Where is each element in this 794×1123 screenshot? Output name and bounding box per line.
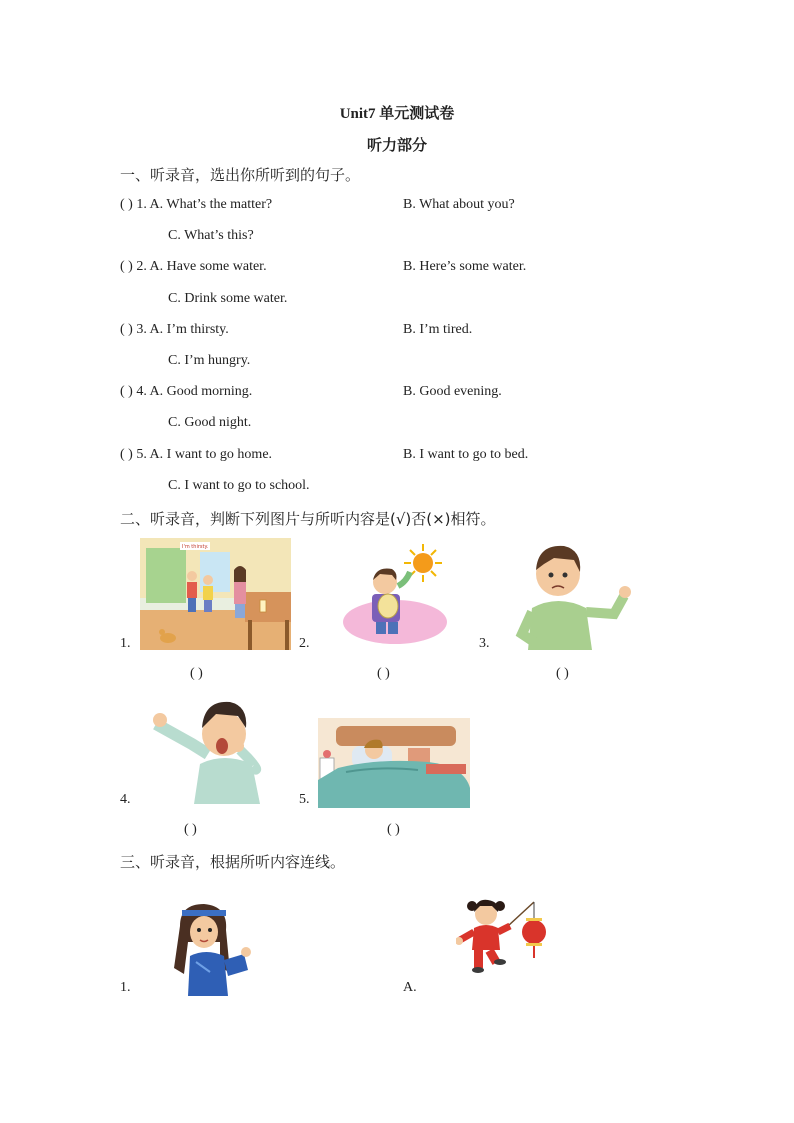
match-right-a-number: A. [403,980,417,995]
picture-3-number: 3. [479,636,490,651]
thirsty-scene-picture [140,538,291,650]
picture-1-number: 1. [120,636,131,651]
section-2-heading: 二、听录音，判断下列图片与所听内容是(√)否(×)相符。 [120,510,496,528]
hot-boy-picture [340,542,450,646]
picture-1-answer-paren: ( ) [190,666,203,681]
question-4-option-c: C. Good night. [168,415,252,430]
picture-2-answer-paren: ( ) [377,666,390,681]
match-left-1-number: 1. [120,980,131,995]
yawning-man-picture [152,694,276,804]
question-3-option-a: ( ) 3. A. I’m thirsty. [120,322,229,337]
girl-in-blue-picture [170,902,254,996]
page-title: Unit7 单元测试卷 [339,106,455,122]
question-1-option-a: ( ) 1. A. What’s the matter? [120,197,273,212]
question-1-option-b: B. What about you? [403,197,515,212]
picture-4-answer-paren: ( ) [184,822,197,837]
picture-5-number: 5. [299,792,310,807]
question-2-option-b: B. Here’s some water. [403,259,527,274]
question-4-option-a: ( ) 4. A. Good morning. [120,384,253,399]
question-5-option-c: C. I want to go to school. [168,478,310,493]
section-3-heading: 三、听录音，根据所听内容连线。 [120,853,346,871]
sick-boy-in-bed-picture [318,718,470,808]
question-5-option-b: B. I want to go to bed. [403,447,529,462]
question-5-option-a: ( ) 5. A. I want to go home. [120,447,273,462]
page-subtitle: 听力部分 [366,138,427,154]
picture-5-answer-paren: ( ) [387,822,400,837]
question-1-option-c: C. What’s this? [168,228,254,243]
section-1-heading: 一、听录音，选出你所听到的句子。 [120,166,361,184]
question-4-option-b: B. Good evening. [403,384,502,399]
picture-2-number: 2. [299,636,310,651]
question-2-option-c: C. Drink some water. [168,291,288,306]
question-2-option-a: ( ) 2. A. Have some water. [120,259,267,274]
girl-with-lantern-picture [456,896,550,978]
worried-boy-picture [514,542,638,650]
question-3-option-c: C. I’m hungry. [168,353,251,368]
picture-1-caption: I'm thirsty. [182,544,209,550]
picture-4-number: 4. [120,792,131,807]
question-3-option-b: B. I’m tired. [403,322,473,337]
picture-3-answer-paren: ( ) [556,666,569,681]
